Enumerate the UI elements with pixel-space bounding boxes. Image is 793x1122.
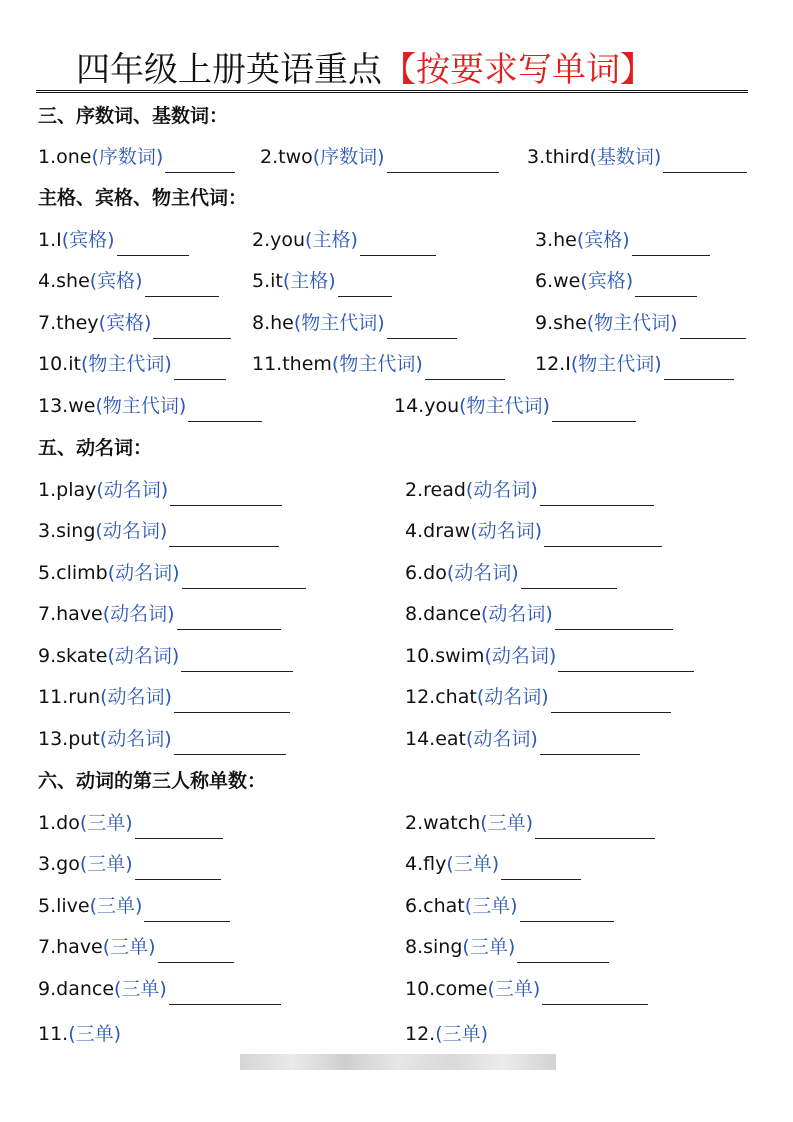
answer-blank[interactable] <box>635 274 697 297</box>
answer-blank[interactable] <box>177 607 281 630</box>
exercise-item: 5.live(三单) <box>38 890 230 922</box>
exercise-item: 7.they(宾格) <box>38 307 231 339</box>
answer-blank[interactable] <box>174 690 290 713</box>
answer-blank[interactable] <box>501 857 581 880</box>
exercise-item: 1.play(动名词) <box>38 474 282 506</box>
exercise-item: 4.draw(动名词) <box>405 515 662 547</box>
answer-blank[interactable] <box>520 899 614 922</box>
answer-blank[interactable] <box>663 150 747 173</box>
exercise-item: 12.I(物主代词) <box>535 348 734 380</box>
answer-blank[interactable] <box>632 233 710 256</box>
answer-blank[interactable] <box>135 857 221 880</box>
answer-blank[interactable] <box>552 399 636 422</box>
section-heading-third-person: 六、动词的第三人称单数： <box>38 770 267 792</box>
exercise-item: 5.it(主格) <box>252 265 392 297</box>
exercise-item: 7.have(动名词) <box>38 598 281 630</box>
answer-blank[interactable] <box>680 316 746 339</box>
exercise-item: 14.you(物主代词) <box>394 390 636 422</box>
exercise-item: 13.put(动名词) <box>38 723 286 755</box>
exercise-item: 9.skate(动名词) <box>38 640 293 672</box>
answer-blank[interactable] <box>144 899 230 922</box>
exercise-item: 8.sing(三单) <box>405 931 609 963</box>
answer-blank[interactable] <box>535 816 655 839</box>
exercise-item: 6.we(宾格) <box>535 265 697 297</box>
exercise-item: 2.read(动名词) <box>405 474 654 506</box>
exercise-item: 9.dance(三单) <box>38 973 281 1005</box>
cut-off-row-left: 11.(三单) <box>38 1023 122 1045</box>
exercise-item: 3.sing(动名词) <box>38 515 279 547</box>
title-highlight: 【按要求写单词】 <box>382 50 654 90</box>
blurred-watermark <box>240 1054 556 1070</box>
answer-blank[interactable] <box>174 357 226 380</box>
answer-blank[interactable] <box>517 940 609 963</box>
exercise-item: 1.I(宾格) <box>38 224 189 256</box>
exercise-item: 12.chat(动名词) <box>405 681 671 713</box>
exercise-item: 2.watch(三单) <box>405 807 655 839</box>
cut-off-row-right: 12.(三单) <box>405 1023 489 1045</box>
title-text <box>76 42 654 91</box>
exercise-item: 10.come(三单) <box>405 973 648 1005</box>
answer-blank[interactable] <box>540 483 654 506</box>
exercise-item: 1.do(三单) <box>38 807 223 839</box>
answer-blank[interactable] <box>558 649 694 672</box>
exercise-item: 13.we(物主代词) <box>38 390 262 422</box>
answer-blank[interactable] <box>153 316 231 339</box>
exercise-item: 10.swim(动名词) <box>405 640 694 672</box>
answer-blank[interactable] <box>425 357 505 380</box>
exercise-item: 7.have(三单) <box>38 931 234 963</box>
answer-blank[interactable] <box>169 982 281 1005</box>
section-heading-pronoun: 主格、宾格、物主代词： <box>38 187 248 209</box>
answer-blank[interactable] <box>555 607 673 630</box>
exercise-item: 6.chat(三单) <box>405 890 614 922</box>
answer-blank[interactable] <box>551 690 671 713</box>
exercise-item: 3.go(三单) <box>38 848 221 880</box>
answer-blank[interactable] <box>169 524 279 547</box>
answer-blank[interactable] <box>540 732 640 755</box>
answer-blank[interactable] <box>158 940 234 963</box>
answer-blank[interactable] <box>338 274 392 297</box>
answer-blank[interactable] <box>360 233 436 256</box>
title-main: 四年级上册英语重点 <box>76 50 382 90</box>
answer-blank[interactable] <box>521 566 617 589</box>
answer-blank[interactable] <box>117 233 189 256</box>
exercise-item: 3.third(基数词) <box>527 141 747 173</box>
exercise-item: 2.two(序数词) <box>260 141 499 173</box>
exercise-item: 11.them(物主代词) <box>252 348 505 380</box>
answer-blank[interactable] <box>165 150 235 173</box>
answer-blank[interactable] <box>135 816 223 839</box>
answer-blank[interactable] <box>544 524 662 547</box>
answer-blank[interactable] <box>387 150 499 173</box>
exercise-item: 8.dance(动名词) <box>405 598 673 630</box>
answer-blank[interactable] <box>145 274 219 297</box>
exercise-item: 3.he(宾格) <box>535 224 710 256</box>
exercise-item: 11.run(动名词) <box>38 681 290 713</box>
exercise-item: 14.eat(动名词) <box>405 723 640 755</box>
answer-blank[interactable] <box>170 483 282 506</box>
exercise-item: 5.climb(动名词) <box>38 557 306 589</box>
exercise-item: 9.she(物主代词) <box>535 307 746 339</box>
answer-blank[interactable] <box>387 316 457 339</box>
exercise-item: 1.one(序数词) <box>38 141 235 173</box>
answer-blank[interactable] <box>174 732 286 755</box>
exercise-item: 4.fly(三单) <box>405 848 581 880</box>
page-title <box>36 38 748 93</box>
exercise-item: 4.she(宾格) <box>38 265 219 297</box>
exercise-item: 8.he(物主代词) <box>252 307 457 339</box>
section-heading-ordinal: 三、序数词、基数词： <box>38 105 229 127</box>
answer-blank[interactable] <box>664 357 734 380</box>
answer-blank[interactable] <box>181 649 293 672</box>
answer-blank[interactable] <box>188 399 262 422</box>
answer-blank[interactable] <box>542 982 648 1005</box>
section-heading-gerund: 五、动名词： <box>38 437 153 459</box>
answer-blank[interactable] <box>182 566 306 589</box>
exercise-item: 6.do(动名词) <box>405 557 617 589</box>
exercise-item: 2.you(主格) <box>252 224 436 256</box>
exercise-item: 10.it(物主代词) <box>38 348 226 380</box>
